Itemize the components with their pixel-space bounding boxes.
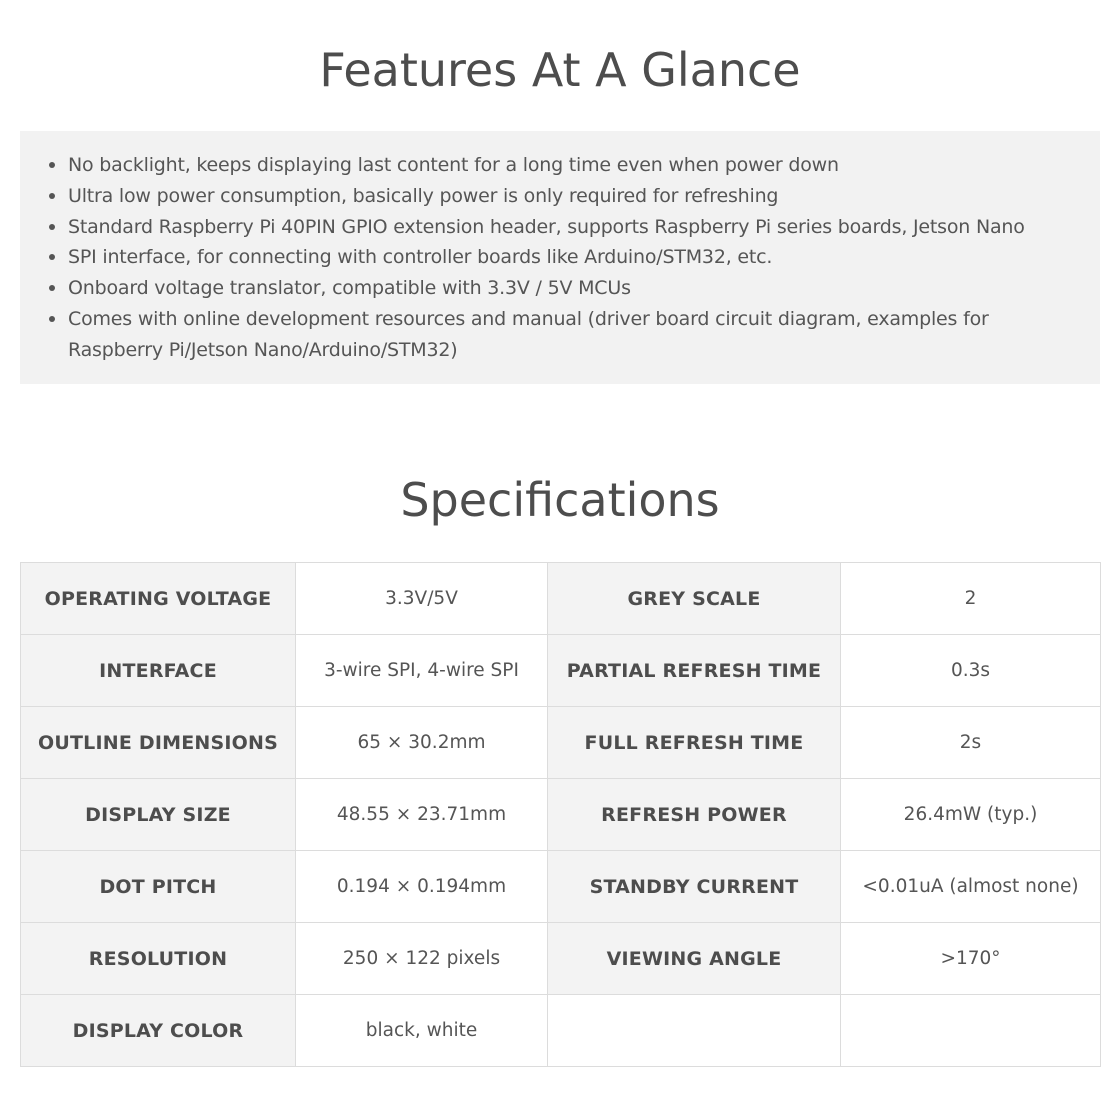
spec-label: REFRESH POWER bbox=[548, 779, 841, 851]
feature-text: No backlight, keeps displaying last content for a long time even when power down bbox=[68, 154, 839, 176]
bullet-icon bbox=[49, 285, 55, 291]
spec-label: PARTIAL REFRESH TIME bbox=[548, 635, 841, 707]
spec-value: 3.3V/5V bbox=[296, 563, 548, 635]
spec-value: 0.3s bbox=[841, 635, 1101, 707]
feature-item bbox=[68, 212, 1060, 243]
bullet-icon bbox=[49, 254, 55, 260]
spec-value: <0.01uA (almost none) bbox=[841, 851, 1101, 923]
feature-text: Ultra low power consumption, basically power is only required for refreshing bbox=[68, 184, 779, 207]
spec-label: STANDBY CURRENT bbox=[548, 851, 841, 923]
table-row bbox=[21, 707, 1101, 779]
spec-label: OUTLINE DIMENSIONS bbox=[21, 707, 296, 779]
features-list bbox=[68, 150, 1060, 366]
spec-label: GREY SCALE bbox=[548, 563, 841, 635]
bullet-icon bbox=[49, 162, 55, 168]
features-panel bbox=[20, 131, 1100, 384]
feature-text: Comes with online development resources and manual (driver board circuit diagram, examples for Raspberry Pi/Jetson Nano/Arduino/STM32) bbox=[68, 307, 989, 361]
feature-item bbox=[68, 273, 1060, 304]
table-row bbox=[21, 923, 1101, 995]
spec-label: DOT PITCH bbox=[21, 851, 296, 923]
feature-text: SPI interface, for connecting with controller boards like Arduino/STM32, etc. bbox=[68, 246, 773, 269]
spec-label: OPERATING VOLTAGE bbox=[21, 563, 296, 635]
spec-label: VIEWING ANGLE bbox=[548, 923, 841, 995]
feature-item bbox=[68, 242, 1060, 273]
bullet-icon bbox=[49, 224, 55, 230]
spec-label: INTERFACE bbox=[21, 635, 296, 707]
table-row bbox=[21, 779, 1101, 851]
table-row bbox=[21, 563, 1101, 635]
spec-label: FULL REFRESH TIME bbox=[548, 707, 841, 779]
specifications-table bbox=[20, 562, 1101, 1067]
feature-item bbox=[68, 304, 1060, 366]
table-row bbox=[21, 635, 1101, 707]
spec-value: 2s bbox=[841, 707, 1101, 779]
empty-cell bbox=[548, 995, 841, 1067]
spec-value: 48.55 × 23.71mm bbox=[296, 779, 548, 851]
spec-value: >170° bbox=[841, 923, 1101, 995]
spec-label: RESOLUTION bbox=[21, 923, 296, 995]
spec-value: 65 × 30.2mm bbox=[296, 707, 548, 779]
table-row bbox=[21, 995, 1101, 1067]
spec-value: 26.4mW (typ.) bbox=[841, 779, 1101, 851]
feature-text: Standard Raspberry Pi 40PIN GPIO extension header, supports Raspberry Pi series boards, Jetson Nano bbox=[68, 215, 1025, 238]
spec-value: 2 bbox=[841, 563, 1101, 635]
spec-label: DISPLAY COLOR bbox=[21, 995, 296, 1067]
table-row bbox=[21, 851, 1101, 923]
empty-cell bbox=[841, 995, 1101, 1067]
spec-label: DISPLAY SIZE bbox=[21, 779, 296, 851]
bullet-icon bbox=[49, 193, 55, 199]
bullet-icon bbox=[49, 316, 55, 322]
feature-item bbox=[68, 181, 1060, 212]
spec-value: 250 × 122 pixels bbox=[296, 923, 548, 995]
features-title: Features At A Glance bbox=[319, 43, 801, 97]
spec-value: 0.194 × 0.194mm bbox=[296, 851, 548, 923]
feature-item bbox=[68, 150, 1060, 181]
specifications-title: Specifications bbox=[400, 473, 720, 527]
spec-value: 3-wire SPI, 4-wire SPI bbox=[296, 635, 548, 707]
spec-value: black, white bbox=[296, 995, 548, 1067]
feature-text: Onboard voltage translator, compatible with 3.3V / 5V MCUs bbox=[68, 277, 631, 300]
